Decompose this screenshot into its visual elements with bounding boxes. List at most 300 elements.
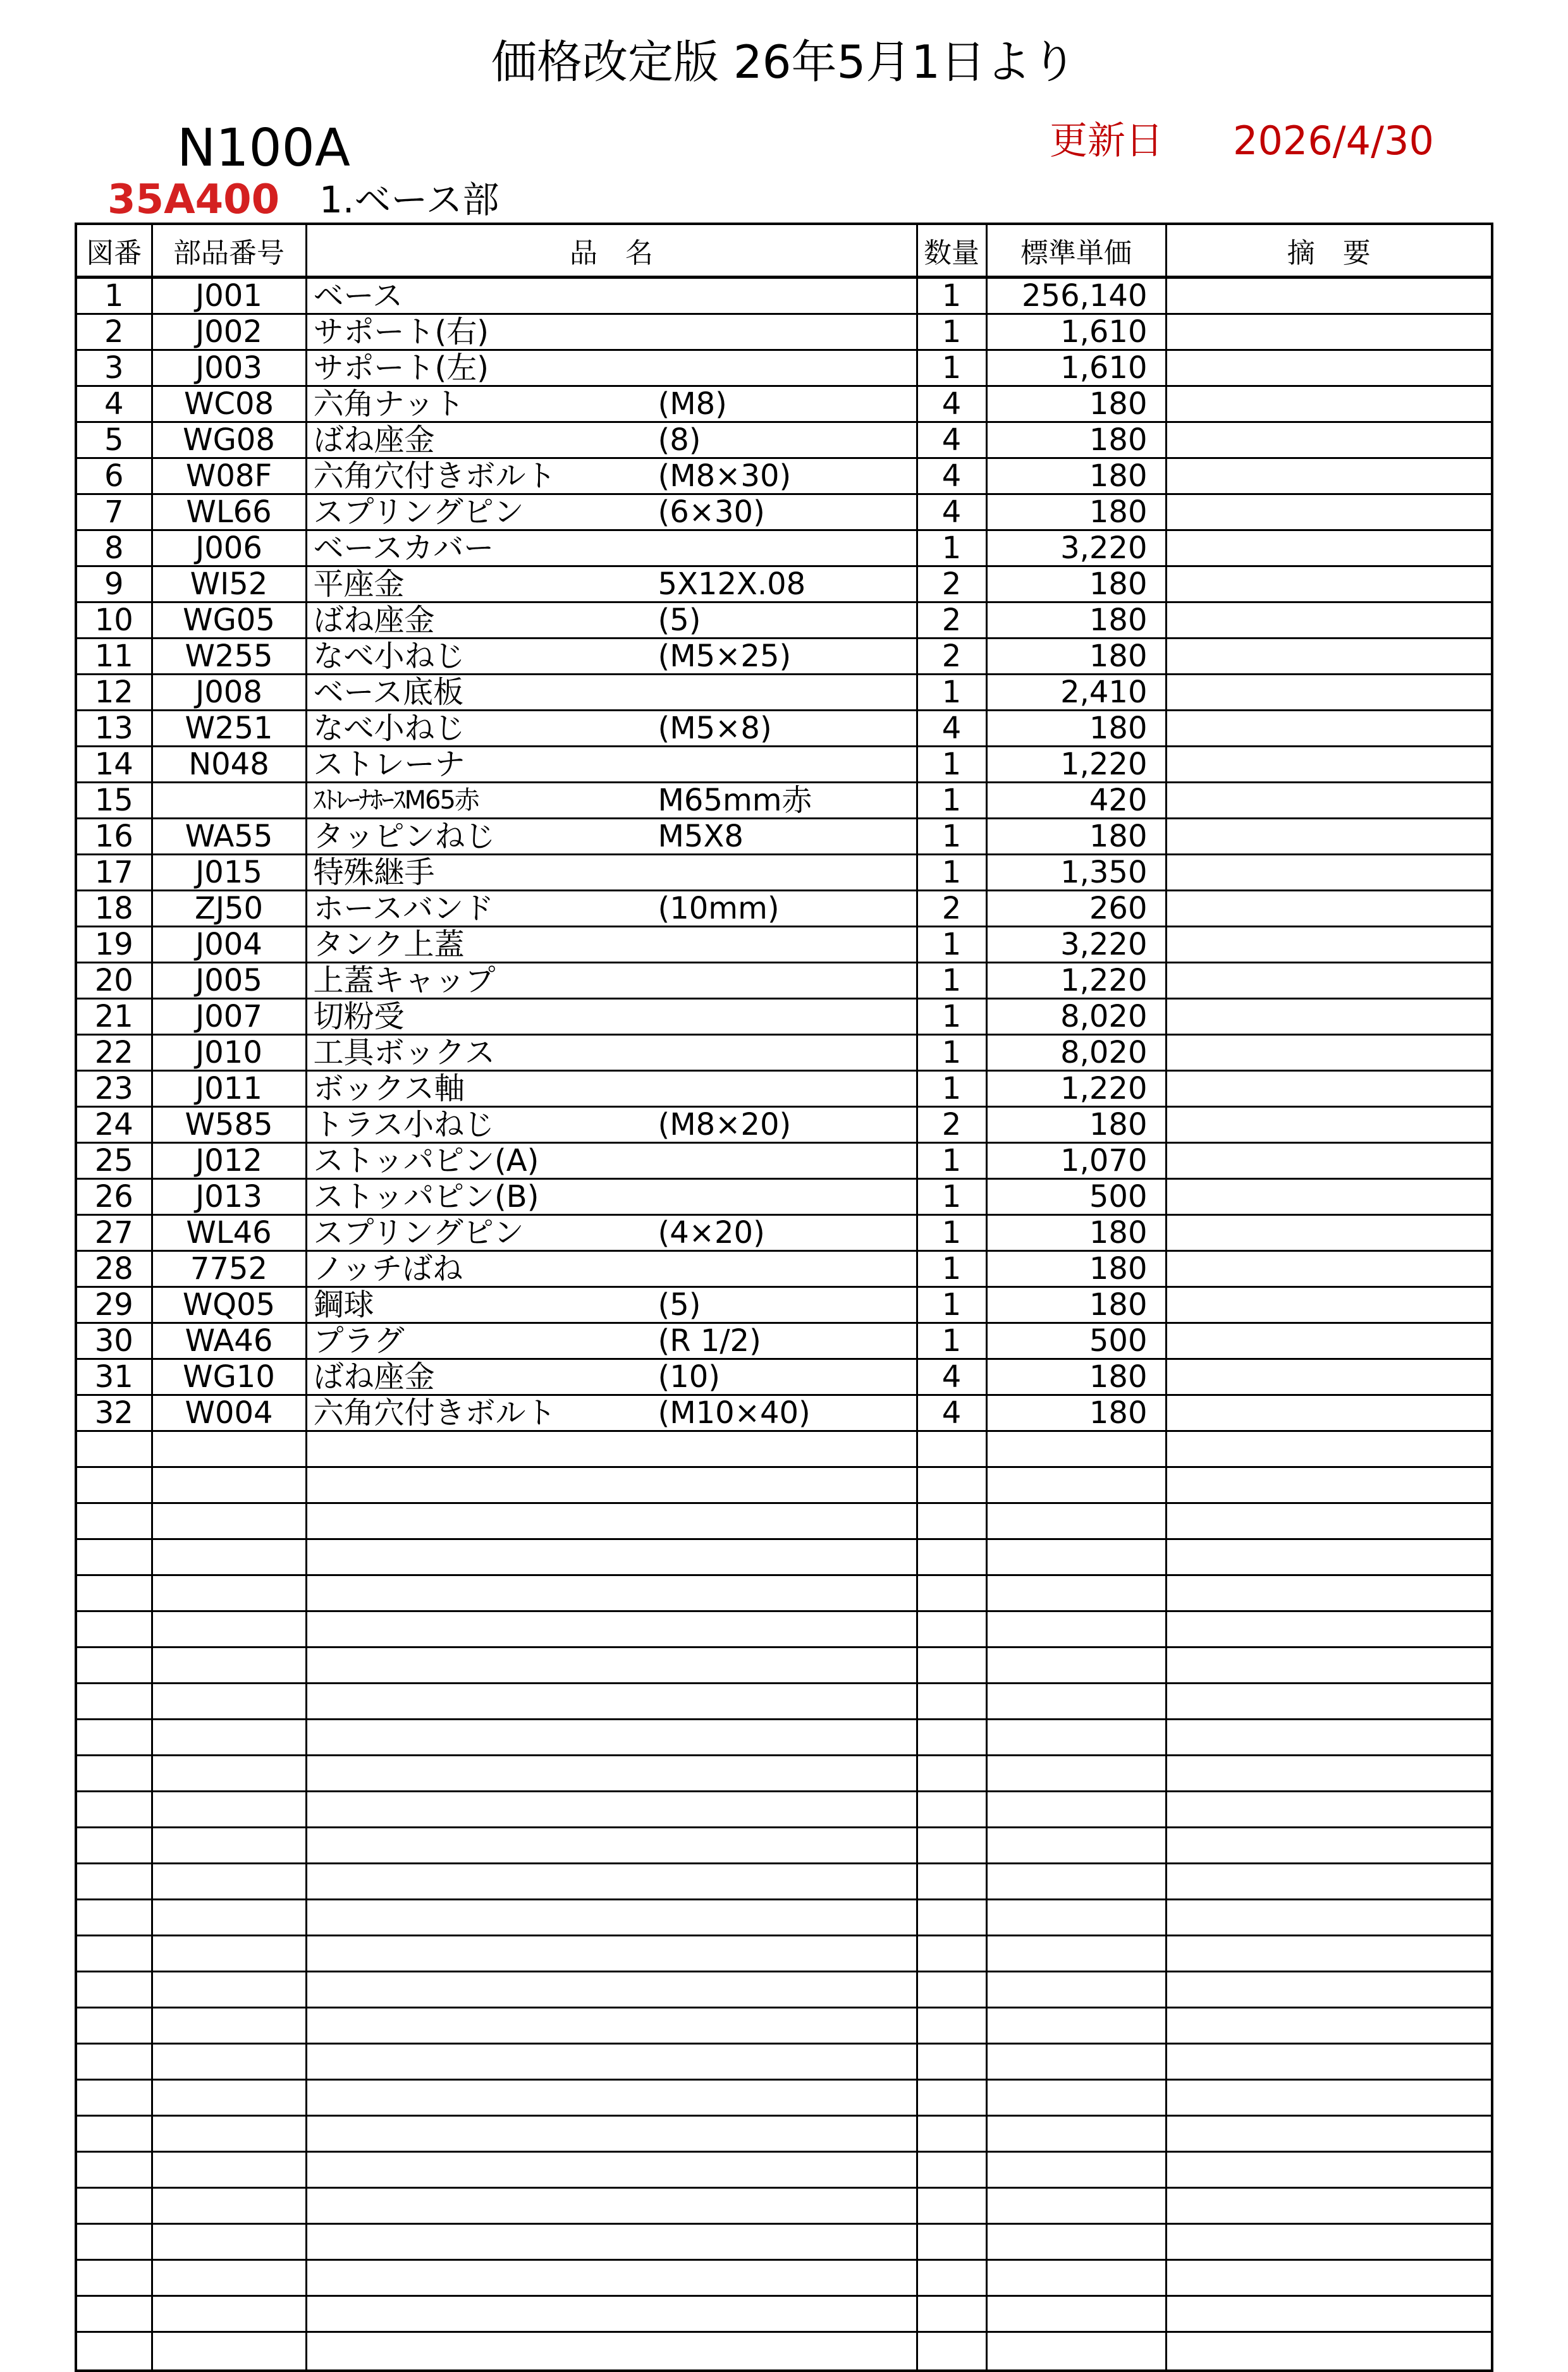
quantity-cell: 1 <box>917 675 986 711</box>
table-row <box>76 350 1492 386</box>
item-name: ベースカバー <box>313 530 494 566</box>
item-name: 六角穴付きボルト <box>313 458 556 494</box>
part-no-cell <box>152 1648 306 1684</box>
remarks-cell <box>1166 1323 1492 1359</box>
unit-price-cell: 1,610 <box>986 350 1166 386</box>
unit-price-cell <box>986 1684 1166 1720</box>
quantity-cell: 1 <box>917 530 986 566</box>
part-no-cell <box>152 1864 306 1900</box>
unit-price-cell: 180 <box>986 1359 1166 1395</box>
figure-no-cell: 16 <box>76 819 152 855</box>
item-name-cell <box>306 999 917 1035</box>
item-spec: (4×20) <box>658 1215 765 1250</box>
item-name: ホースバンド <box>313 891 494 926</box>
table-row <box>76 855 1492 891</box>
table-row-blank <box>76 1936 1492 1972</box>
remarks-cell <box>1166 1792 1492 1828</box>
table-row-blank <box>76 1503 1492 1539</box>
item-name-cell <box>306 963 917 999</box>
item-name: スプリングピン <box>313 1215 524 1250</box>
unit-price-cell <box>986 2044 1166 2080</box>
part-no-cell <box>152 1611 306 1648</box>
item-spec: (10) <box>658 1359 721 1395</box>
remarks-cell <box>1166 1864 1492 1900</box>
unit-price-cell <box>986 1936 1166 1972</box>
remarks-cell <box>1166 2332 1492 2371</box>
part-no-cell <box>152 1756 306 1792</box>
figure-no-cell: 29 <box>76 1287 152 1323</box>
item-name: ベース <box>313 278 403 314</box>
remarks-cell <box>1166 1359 1492 1395</box>
item-name: ストレーナ <box>313 747 465 782</box>
part-no-cell: J005 <box>152 963 306 999</box>
unit-price-cell <box>986 1972 1166 2008</box>
unit-price-cell: 180 <box>986 1251 1166 1287</box>
part-no-cell: W08F <box>152 458 306 494</box>
item-name-cell <box>306 2116 917 2152</box>
table-row <box>76 783 1492 819</box>
col-header-remarks: 摘 要 <box>1166 224 1492 278</box>
quantity-cell: 4 <box>917 1359 986 1395</box>
table-row <box>76 1107 1492 1143</box>
part-no-cell: 7752 <box>152 1251 306 1287</box>
unit-price-cell: 8,020 <box>986 1035 1166 1071</box>
remarks-cell <box>1166 494 1492 530</box>
item-name-cell <box>306 1467 917 1503</box>
quantity-cell <box>917 2008 986 2044</box>
quantity-cell: 1 <box>917 1035 986 1071</box>
figure-no-cell: 28 <box>76 1251 152 1287</box>
figure-no-cell: 20 <box>76 963 152 999</box>
remarks-cell <box>1166 1143 1492 1179</box>
unit-price-cell <box>986 1648 1166 1684</box>
table-row-blank <box>76 1431 1492 1467</box>
table-row <box>76 639 1492 675</box>
table-row-blank <box>76 1720 1492 1756</box>
quantity-cell: 2 <box>917 891 986 927</box>
quantity-cell <box>917 1756 986 1792</box>
figure-no-cell <box>76 1792 152 1828</box>
table-row-blank <box>76 2188 1492 2224</box>
part-no-cell: J007 <box>152 999 306 1035</box>
table-row-blank <box>76 2332 1492 2371</box>
table-row <box>76 602 1492 639</box>
part-no-cell <box>152 2296 306 2332</box>
part-no-cell: WI52 <box>152 566 306 602</box>
remarks-cell <box>1166 1972 1492 2008</box>
figure-no-cell <box>76 1684 152 1720</box>
quantity-cell <box>917 1467 986 1503</box>
figure-no-cell <box>76 2260 152 2296</box>
quantity-cell: 1 <box>917 1287 986 1323</box>
item-spec: M5X8 <box>658 819 744 854</box>
quantity-cell: 1 <box>917 783 986 819</box>
unit-price-cell <box>986 1864 1166 1900</box>
item-name-cell <box>306 1143 917 1179</box>
remarks-cell <box>1166 783 1492 819</box>
table-row <box>76 711 1492 747</box>
quantity-cell <box>917 1503 986 1539</box>
item-name: ばね座金 <box>313 602 435 638</box>
figure-no-cell: 5 <box>76 422 152 458</box>
table-row <box>76 1323 1492 1359</box>
item-name-cell <box>306 2260 917 2296</box>
figure-no-cell: 22 <box>76 1035 152 1071</box>
figure-no-cell: 10 <box>76 602 152 639</box>
remarks-cell <box>1166 891 1492 927</box>
unit-price-cell: 180 <box>986 566 1166 602</box>
quantity-cell <box>917 1864 986 1900</box>
quantity-cell <box>917 1611 986 1648</box>
remarks-cell <box>1166 639 1492 675</box>
item-name: サポート(右) <box>313 314 489 350</box>
quantity-cell: 1 <box>917 314 986 350</box>
quantity-cell: 1 <box>917 1071 986 1107</box>
col-header-unit-price: 標準単価 <box>986 224 1166 278</box>
remarks-cell <box>1166 1611 1492 1648</box>
quantity-cell <box>917 2152 986 2188</box>
figure-no-cell: 2 <box>76 314 152 350</box>
item-name-cell <box>306 2152 917 2188</box>
item-name-cell <box>306 566 917 602</box>
quantity-cell: 1 <box>917 1323 986 1359</box>
figure-no-cell: 13 <box>76 711 152 747</box>
item-name-cell <box>306 1611 917 1648</box>
part-no-cell <box>152 2260 306 2296</box>
remarks-cell <box>1166 458 1492 494</box>
item-name-cell <box>306 2296 917 2332</box>
table-row-blank <box>76 1792 1492 1828</box>
figure-no-cell: 11 <box>76 639 152 675</box>
remarks-cell <box>1166 1107 1492 1143</box>
model-number: N100A <box>177 118 350 178</box>
remarks-cell <box>1166 1720 1492 1756</box>
quantity-cell <box>917 1720 986 1756</box>
quantity-cell: 2 <box>917 602 986 639</box>
item-name-cell <box>306 530 917 566</box>
item-name-cell <box>306 1828 917 1864</box>
part-no-cell: ZJ50 <box>152 891 306 927</box>
part-no-cell <box>152 1467 306 1503</box>
remarks-cell <box>1166 1287 1492 1323</box>
item-spec: (M8×30) <box>658 458 792 494</box>
remarks-cell <box>1166 999 1492 1035</box>
section-title: 1.ベース部 <box>319 178 499 221</box>
item-spec: (5) <box>658 1287 701 1323</box>
unit-price-cell: 180 <box>986 1395 1166 1431</box>
remarks-cell <box>1166 2044 1492 2080</box>
item-name-cell <box>306 747 917 783</box>
figure-no-cell <box>76 2296 152 2332</box>
item-spec: 5X12X.08 <box>658 566 806 602</box>
item-name-cell <box>306 1936 917 1972</box>
table-row <box>76 1035 1492 1071</box>
remarks-cell <box>1166 819 1492 855</box>
item-name-cell <box>306 314 917 350</box>
item-name-cell <box>306 855 917 891</box>
table-row-blank <box>76 1864 1492 1900</box>
unit-price-cell: 1,220 <box>986 747 1166 783</box>
part-no-cell <box>152 1900 306 1936</box>
unit-price-cell: 180 <box>986 386 1166 422</box>
item-name-cell <box>306 1720 917 1756</box>
item-name-cell <box>306 494 917 530</box>
item-name-cell <box>306 278 917 314</box>
table-row-blank <box>76 2152 1492 2188</box>
table-row <box>76 458 1492 494</box>
item-spec: (8) <box>658 422 701 458</box>
figure-no-cell <box>76 1467 152 1503</box>
unit-price-cell <box>986 2260 1166 2296</box>
figure-no-cell: 19 <box>76 927 152 963</box>
part-no-cell <box>152 2224 306 2260</box>
item-name-cell <box>306 458 917 494</box>
part-no-cell: N048 <box>152 747 306 783</box>
unit-price-cell: 1,070 <box>986 1143 1166 1179</box>
part-no-cell: J001 <box>152 278 306 314</box>
part-no-cell <box>152 1936 306 1972</box>
figure-no-cell: 1 <box>76 278 152 314</box>
item-name-cell <box>306 1900 917 1936</box>
item-name-cell <box>306 1287 917 1323</box>
unit-price-cell: 180 <box>986 711 1166 747</box>
table-row <box>76 963 1492 999</box>
figure-no-cell: 18 <box>76 891 152 927</box>
quantity-cell: 1 <box>917 350 986 386</box>
item-name-cell <box>306 1864 917 1900</box>
quantity-cell: 1 <box>917 1143 986 1179</box>
remarks-cell <box>1166 1035 1492 1071</box>
unit-price-cell: 1,220 <box>986 1071 1166 1107</box>
remarks-cell <box>1166 1936 1492 1972</box>
remarks-cell <box>1166 1828 1492 1864</box>
quantity-cell: 1 <box>917 963 986 999</box>
part-no-cell: WL66 <box>152 494 306 530</box>
figure-no-cell: 27 <box>76 1215 152 1251</box>
item-name: 六角穴付きボルト <box>313 1395 556 1431</box>
item-name-cell <box>306 819 917 855</box>
unit-price-cell: 180 <box>986 1215 1166 1251</box>
item-name-cell <box>306 1359 917 1395</box>
part-no-cell <box>152 1539 306 1575</box>
figure-no-cell <box>76 1900 152 1936</box>
remarks-cell <box>1166 2152 1492 2188</box>
quantity-cell: 4 <box>917 494 986 530</box>
quantity-cell: 2 <box>917 1107 986 1143</box>
unit-price-cell: 180 <box>986 602 1166 639</box>
remarks-cell <box>1166 1539 1492 1575</box>
remarks-cell <box>1166 530 1492 566</box>
table-row-blank <box>76 2296 1492 2332</box>
remarks-cell <box>1166 314 1492 350</box>
document-title: 価格改定版 26年5月1日より <box>491 35 1077 89</box>
quantity-cell: 4 <box>917 711 986 747</box>
unit-price-cell: 260 <box>986 891 1166 927</box>
unit-price-cell <box>986 2188 1166 2224</box>
table-row <box>76 675 1492 711</box>
remarks-cell <box>1166 2080 1492 2116</box>
part-no-cell <box>152 1792 306 1828</box>
item-name-cell <box>306 1575 917 1611</box>
item-name: スプリングピン <box>313 494 524 530</box>
quantity-cell: 1 <box>917 819 986 855</box>
item-spec: M65mm赤 <box>658 783 812 818</box>
part-no-cell <box>152 2044 306 2080</box>
item-name: 上蓋キャップ <box>313 963 496 998</box>
figure-no-cell <box>76 2152 152 2188</box>
quantity-cell <box>917 1648 986 1684</box>
part-no-cell: W585 <box>152 1107 306 1143</box>
item-name: 特殊継手 <box>313 855 435 890</box>
unit-price-cell: 3,220 <box>986 530 1166 566</box>
figure-no-cell <box>76 2332 152 2371</box>
item-name: サポート(左) <box>313 350 489 386</box>
item-name: ストッパピン(B) <box>313 1179 539 1214</box>
table-body <box>76 278 1492 2371</box>
item-name-cell <box>306 2188 917 2224</box>
quantity-cell <box>917 2044 986 2080</box>
table-row-blank <box>76 1828 1492 1864</box>
table-row-blank <box>76 1972 1492 2008</box>
item-name-cell <box>306 1792 917 1828</box>
item-name-cell <box>306 783 917 819</box>
table-row-blank <box>76 1539 1492 1575</box>
figure-no-cell <box>76 1936 152 1972</box>
table-row <box>76 1395 1492 1431</box>
part-no-cell <box>152 1575 306 1611</box>
quantity-cell: 2 <box>917 566 986 602</box>
item-name-cell <box>306 1035 917 1071</box>
part-no-cell <box>152 2188 306 2224</box>
remarks-cell <box>1166 1503 1492 1539</box>
item-name-cell <box>306 927 917 963</box>
figure-no-cell <box>76 1539 152 1575</box>
remarks-cell <box>1166 963 1492 999</box>
quantity-cell: 4 <box>917 1395 986 1431</box>
unit-price-cell: 180 <box>986 1287 1166 1323</box>
item-name-cell <box>306 639 917 675</box>
item-name: 切粉受 <box>313 999 405 1034</box>
item-name: ばね座金 <box>313 1359 435 1395</box>
unit-price-cell <box>986 2152 1166 2188</box>
part-no-cell: J012 <box>152 1143 306 1179</box>
figure-no-cell: 12 <box>76 675 152 711</box>
item-name: 工具ボックス <box>313 1035 496 1070</box>
quantity-cell <box>917 1575 986 1611</box>
item-name-cell <box>306 386 917 422</box>
table-row <box>76 1179 1492 1215</box>
item-name: ばね座金 <box>313 422 435 458</box>
item-name-cell <box>306 2044 917 2080</box>
part-no-cell: J013 <box>152 1179 306 1215</box>
table-row-blank <box>76 2080 1492 2116</box>
table-row-blank <box>76 1900 1492 1936</box>
unit-price-cell <box>986 2296 1166 2332</box>
part-no-cell <box>152 1684 306 1720</box>
remarks-cell <box>1166 1756 1492 1792</box>
table-row <box>76 999 1492 1035</box>
page-code: 35A400 <box>107 176 280 223</box>
remarks-cell <box>1166 2260 1492 2296</box>
figure-no-cell: 25 <box>76 1143 152 1179</box>
remarks-cell <box>1166 422 1492 458</box>
quantity-cell: 1 <box>917 927 986 963</box>
quantity-cell: 1 <box>917 1251 986 1287</box>
part-no-cell <box>152 1503 306 1539</box>
part-no-cell <box>152 1828 306 1864</box>
table-row-blank <box>76 1756 1492 1792</box>
figure-no-cell <box>76 1648 152 1684</box>
item-name-cell <box>306 1972 917 2008</box>
quantity-cell <box>917 1684 986 1720</box>
quantity-cell <box>917 1431 986 1467</box>
unit-price-cell: 1,350 <box>986 855 1166 891</box>
figure-no-cell <box>76 1431 152 1467</box>
item-name: ベース底板 <box>313 675 464 710</box>
table-row <box>76 747 1492 783</box>
item-name-cell <box>306 1323 917 1359</box>
figure-no-cell <box>76 2116 152 2152</box>
item-name-cell <box>306 1179 917 1215</box>
table-row-blank <box>76 2224 1492 2260</box>
part-no-cell: WL46 <box>152 1215 306 1251</box>
figure-no-cell: 7 <box>76 494 152 530</box>
part-no-cell: J008 <box>152 675 306 711</box>
remarks-cell <box>1166 1179 1492 1215</box>
part-no-cell: J010 <box>152 1035 306 1071</box>
quantity-cell: 2 <box>917 639 986 675</box>
update-date: 2026/4/30 <box>1233 118 1434 164</box>
item-spec: (M8) <box>658 386 727 422</box>
item-spec: (M8×20) <box>658 1107 792 1142</box>
item-name: ストッパピン(A) <box>313 1143 539 1178</box>
table-row <box>76 314 1492 350</box>
part-no-cell <box>152 1720 306 1756</box>
item-name: タッピンねじ <box>313 819 496 854</box>
table-row-blank <box>76 2044 1492 2080</box>
item-name: ボックス軸 <box>313 1071 465 1106</box>
part-no-cell: WC08 <box>152 386 306 422</box>
unit-price-cell <box>986 1792 1166 1828</box>
figure-no-cell: 6 <box>76 458 152 494</box>
part-no-cell <box>152 2152 306 2188</box>
quantity-cell: 1 <box>917 747 986 783</box>
table-header-row <box>76 224 1492 278</box>
table-row-blank <box>76 2116 1492 2152</box>
quantity-cell: 1 <box>917 999 986 1035</box>
item-name-cell <box>306 1107 917 1143</box>
item-name-cell <box>306 2080 917 2116</box>
table-row <box>76 494 1492 530</box>
figure-no-cell: 3 <box>76 350 152 386</box>
remarks-cell <box>1166 1648 1492 1684</box>
remarks-cell <box>1166 1467 1492 1503</box>
item-name-cell <box>306 1071 917 1107</box>
item-spec: (M10×40) <box>658 1395 811 1431</box>
remarks-cell <box>1166 566 1492 602</box>
col-header-figure-no: 図番 <box>76 224 152 278</box>
item-name-cell <box>306 2332 917 2371</box>
part-no-cell: WA55 <box>152 819 306 855</box>
part-no-cell <box>152 1972 306 2008</box>
part-no-cell: J015 <box>152 855 306 891</box>
remarks-cell <box>1166 747 1492 783</box>
part-no-cell: WG10 <box>152 1359 306 1395</box>
quantity-cell: 4 <box>917 386 986 422</box>
quantity-cell <box>917 2224 986 2260</box>
col-header-part-no: 部品番号 <box>152 224 306 278</box>
quantity-cell <box>917 2116 986 2152</box>
